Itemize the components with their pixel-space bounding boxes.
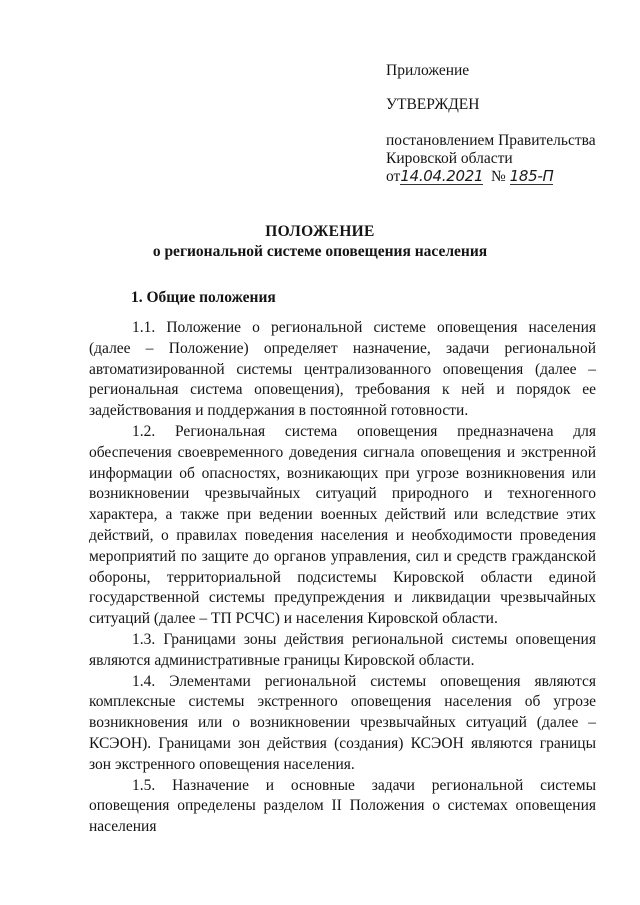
paragraph-1-1: 1.1. Положение о региональной системе оповещения населения (далее – Положение) определяет назначение, задачи региональной автоматизированной системы централизованного оповещения (далее – региональная система оповещения), требования к ней и порядок ее задействования и поддержания в постоянной готовности. [89,319,596,420]
paragraph-1-4: 1.4. Элементами региональной системы оповещения являются комплексные системы экстренного оповещения населения об угрозе возникновения или о возникновении чрезвычайных ситуаций (далее – КСЭОН). Границами зон действия (создания) КСЭОН являются границы зон экстренного оповещения населения. [89,672,596,773]
handwritten-date: 14.04.2021 [400,167,484,185]
approved-label: УТВЕРЖДЕН [386,96,480,113]
appendix-label: Приложение [386,62,470,79]
approval-block [386,62,626,186]
paragraph-1-2: 1.2. Региональная система оповещения предназначена для обеспечения своевременного доведения сигнала оповещения и экстренной информации об опасностях, возникающих при угрозе возникновения или возникновении чрезвычайных ситуаций природного и техногенного характера, а также при ведении военных действий или вследствие этих действий, о правилах поведения населения и необходимости проведения мероприятий по защите до органов управления, сил и средств гражданской обороны, территориальной подсистемы Кировской области единой государственной системы предупреждения и ликвидации чрезвычайных ситуаций (далее – ТП РСЧС) и населения Кировской области. [89,422,596,628]
document-title: ПОЛОЖЕНИЕ [265,223,375,240]
paragraph-1-5: 1.5. Назначение и основные задачи региональной системы оповещения определены разделом II Положения о системах оповещения населения [89,776,596,836]
section-body [89,318,596,838]
paragraph-1-3: 1.3. Границами зоны действия региональной системы оповещения являются административные границы Кировской области. [89,630,596,669]
number-prefix: № [490,168,506,185]
date-prefix: от [386,168,401,185]
decree-line-1: постановлением Правительства [386,132,596,149]
section-heading: 1. Общие положения [131,289,276,306]
document-subtitle: о региональной системе оповещения населения [152,243,488,260]
handwritten-number: 185-П [509,167,554,185]
decree-date-number-line [386,168,626,186]
decree-line-2: Кировской области [386,150,513,167]
